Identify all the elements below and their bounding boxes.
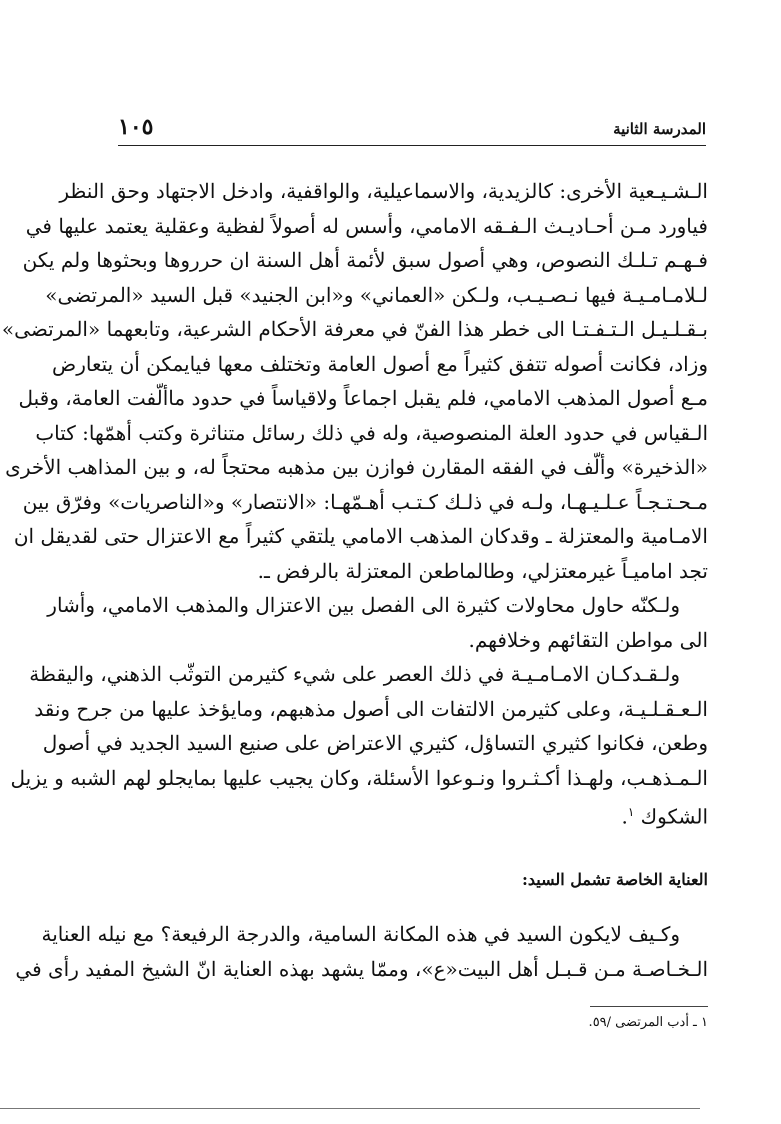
text-line: مـحـتـجـاً عـلـيـهـا، ولـه في ذلـك كـتـب أهـمّهـا: «الانتصار» و«الناصريات» وفرّق بين	[22, 489, 708, 514]
page-header	[118, 112, 706, 144]
text-line: تجد اماميـاً غيرمعتزلي، وطالماطعن المعتزلة بالرفض ـ.	[257, 558, 708, 583]
text-line: الـقياس في حدود العلة المنصوصية، وله في ذلك رسائل متناثرة وكتب أهمّها: كتاب	[35, 420, 708, 445]
text-line: الى مواطن التقائهم وخلافهم.	[468, 627, 708, 652]
paragraph-2	[47, 588, 708, 657]
footnote: ١ ـ أدب المرتضى /٥٩.	[588, 1015, 708, 1030]
text-line: الـشـيـعية الأخرى: كالزيدية، والاسماعيلية، والواقفية، وادخل الاجتهاد وحق النظر	[59, 179, 708, 203]
text-line: لـلامـامـيـة فيها نـصـيـب، ولـكن «العماني» و«ابن الجنيد» قبل السيد «المرتضى»	[45, 282, 708, 307]
text-line: بـقـلـيـل الـتـفـتـا الى خطر هذا الفنّ في معرفة الأحكام الشرعية، وتابعهما «المرتضى»	[1, 317, 708, 341]
text-line: مـع أصول المذهب الامامي، فلم يقبل اجماعاً ولاقياساً في حدود ماألّفت العامة، وقبل	[18, 386, 708, 410]
text-line: ولـكنّه حاول محاولات كثيرة الى الفصل بين الاعتزال والمذهب الامامي، وأشار	[47, 593, 680, 617]
text-line: وكـيف لايكون السيد في هذه المكانة السامية، والدرجة الرفيعة؟ مع نيله العناية	[41, 922, 680, 946]
footnote-rule	[590, 1006, 708, 1007]
text-line: الـمـذهـب، ولهـذا أكـثـروا ونـوعوا الأسئلة، وكان يجيب عليها بمايجلو لهم الشبه و يزيل	[10, 765, 708, 790]
text-fragment: الشكوك	[640, 804, 708, 829]
section-text	[15, 917, 708, 986]
footnote-marker: ١	[627, 805, 635, 819]
text-line: فـهـم تـلـك النصوص، وهي أصول سبق لأئمة أهل السنة ان حرروها وبحثوها ولم يكن	[22, 248, 708, 272]
header-rule	[118, 145, 706, 146]
text-line: ولـقـدكـان الامـامـيـة في ذلك العصر على شيء كثيرمن التوثّب الذهني، واليقظة	[29, 662, 680, 686]
text-line: وزاد، فكانت أصوله تتفق كثيراً مع أصول العامة وتختلف معها فيايمكن أن يتعارض	[52, 351, 708, 376]
text-line: «الذخيرة» وألّف في الفقه المقارن فوازن بين مذهبه محتجاً له، و بين المذاهب الأخرى	[5, 455, 708, 479]
main-text	[1, 174, 708, 834]
section-heading: العناية الخاصة تشمل السيد:	[522, 870, 708, 889]
page-number: ١٠٥	[118, 114, 154, 140]
text-line: فياورد مـن أحـاديـث الـفـقه الامامي، وأسس له أصولاً لفظية وعقلية يعتمد عليها في	[25, 213, 708, 238]
text-line: الـخـاصـة مـن قـبـل أهل البيت«ع»، وممّا يشهد بهذه العناية انّ الشيخ المفيد رأى في	[15, 956, 708, 981]
text-line: وطعن، فكانوا كثيري التساؤل، كثيري الاعتراض على صنيع السيد الجديد في أصول	[42, 731, 708, 755]
page-bottom-edge	[0, 1108, 700, 1109]
paragraph-1	[1, 174, 708, 588]
paragraph-3	[10, 657, 708, 834]
text-line: الشكوك $^١$.	[621, 804, 708, 829]
text-line: الامـامية والمعتزلة ـ وقدكان المذهب الامامي يلتقي كثيراً مع الاعتزال حتى لقديقل ان	[13, 524, 708, 548]
running-title: المدرسة الثانية	[613, 120, 706, 138]
text-line: الـعـقـلـيـة، وعلى كثيرمن الالتفات الى أصول مذهبهم، ومايؤخذ عليها من جرح ونقد	[34, 696, 708, 721]
